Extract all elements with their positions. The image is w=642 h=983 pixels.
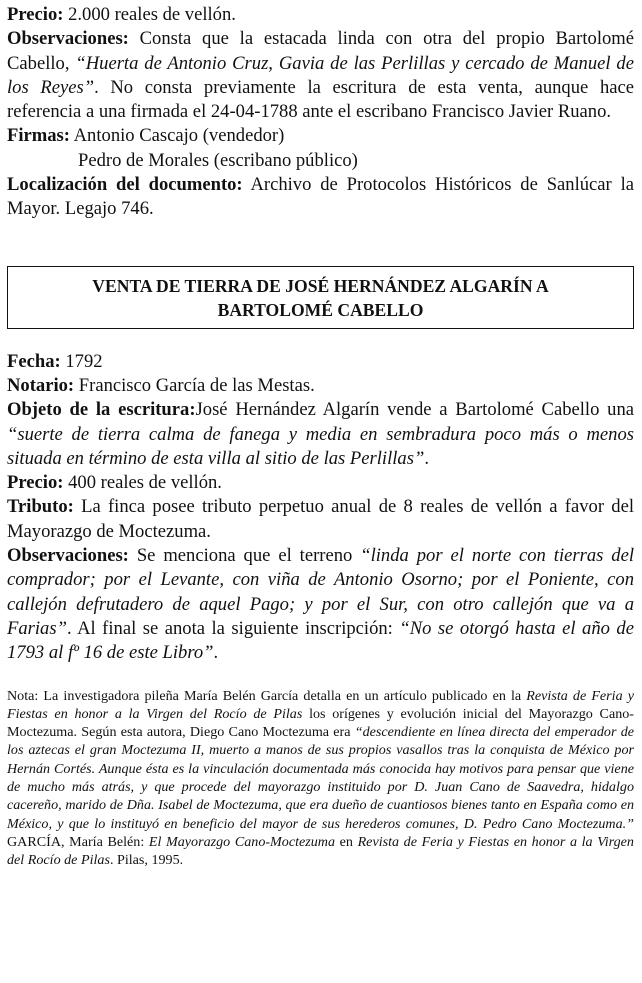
- fecha-line: [7, 350, 634, 374]
- footnote: [7, 687, 634, 870]
- note-text-3: GARCÍA, María Belén:: [7, 833, 149, 850]
- objeto-end: .: [424, 447, 429, 469]
- note-journal-2: Revista de Feria y Fiestas en honor a la Virgen del Rocío de Pilas: [7, 833, 634, 869]
- precio-value-2: 400 reales de vellón.: [68, 472, 222, 494]
- precio-value: 2.000 reales de vellón.: [68, 4, 236, 25]
- firmas-label: Firmas:: [7, 125, 70, 147]
- observaciones-quote-2b: “No se otorgó hasta el año de 1793 al fº 16 de este Libro”: [7, 617, 634, 664]
- firma-escribano: Pedro de Morales (escribano público): [78, 149, 358, 171]
- observaciones-text-2: Se menciona que el terreno: [136, 545, 361, 567]
- notario-line: [7, 374, 634, 398]
- note-text-2: los orígenes y evolución inicial del Mayorazgo Cano-Moctezuma. Según esta autora, Diego Cano Moctezuma era: [7, 705, 634, 741]
- note-journal-1: Revista de Feria y Fiestas en honor a la Virgen del Rocío de Pilas: [7, 687, 634, 722]
- tributo-paragraph: [7, 495, 634, 544]
- section-title-line-2: BARTOLOMÉ CABELLO: [217, 299, 424, 320]
- precio-label: Precio:: [7, 4, 64, 25]
- note-text-5: . Pilas, 1995.: [109, 852, 184, 869]
- precio-line: [7, 3, 634, 27]
- note-quote: “descendiente en línea directa del emperador de los aztecas el gran Moctezuma II, muerto a manos de sus propios vasallos tras la conquista de México por Hernán Cortés. Aunque ésta es la vinculación documentada más conocida hay motivos para pensar que viene de mucho más atrás, y que procede del mayorazgo instituido por D. Juan Cano de Saavedra, hidalgo cacereño, marido de Dña. Isabel de Moctezuma, que era dueño de cuantiosos bienes tanto en España como en México, y que lo instituyó en beneficio del mayor de sus herederos comunes, D. Pedro Cano Moctezuma.”: [7, 724, 635, 832]
- section-title-box: [7, 266, 634, 329]
- firma-vendedor: Antonio Cascajo (vendedor): [73, 125, 285, 147]
- fecha-label: Fecha:: [7, 350, 61, 372]
- notario-value: Francisco García de las Mestas.: [78, 374, 315, 396]
- record-2: [7, 350, 634, 666]
- observaciones-text-continued: . No consta previamente la escritura de esta venta, aunque hace referencia a una firmada el 24-04-1788 ante el escribano Francisco Javier Ruano.: [7, 76, 634, 123]
- localizacion-label: Localización del documento:: [7, 174, 243, 196]
- observaciones-quote-2a: “linda por el norte con tierras del comprador; por el Levante, con viña de Antonio Osorno; por el Poniente, con callejón defrutadero de aquel Pago; y por el Sur, con otro callejón que va a Farias”: [7, 545, 635, 639]
- objeto-label: Objeto de la escritura:: [7, 399, 196, 421]
- firmas-line: [7, 124, 634, 148]
- record-1: [7, 3, 634, 222]
- section-title-line-1: VENTA DE TIERRA DE JOSÉ HERNÁNDEZ ALGARÍN A: [92, 275, 549, 296]
- observaciones-paragraph-2: [7, 544, 634, 665]
- objeto-paragraph: [7, 398, 634, 471]
- document-page: [7, 3, 634, 884]
- observaciones-quote: “Huerta de Antonio Cruz, Gavia de las Perlillas y cercado de Manuel de los Reyes”: [7, 52, 634, 98]
- observaciones-text-2b: . Al final se anota la siguiente inscripción:: [66, 617, 400, 639]
- precio-line-2: [7, 471, 634, 495]
- observaciones-label-2: Observaciones:: [7, 545, 129, 567]
- objeto-quote: “suerte de tierra calma de fanega y media en sembradura poco más o menos situada en término de esta villa al sitio de las Perlillas”: [7, 423, 634, 469]
- tributo-value: La finca posee tributo perpetuo anual de 8 reales de vellón a favor del Mayorazgo de Moctezuma.: [7, 496, 635, 542]
- localizacion-paragraph: [7, 173, 634, 222]
- observaciones-end-2: .: [213, 642, 219, 664]
- notario-label: Notario:: [7, 374, 75, 396]
- note-text-1: Nota: La investigadora pileña María Belén García detalla en un artículo publicado en la: [7, 687, 527, 704]
- observaciones-paragraph: [7, 27, 634, 124]
- note-text-4: en: [335, 833, 358, 850]
- note-article-title: El Mayorazgo Cano-Moctezuma: [148, 833, 336, 850]
- precio-label-2: Precio:: [7, 472, 64, 494]
- tributo-label: Tributo:: [7, 496, 74, 518]
- observaciones-text: Consta que la estacada linda con otra del propio Bartolomé Cabello,: [7, 28, 634, 74]
- observaciones-label: Observaciones:: [7, 28, 129, 50]
- localizacion-value: Archivo de Protocolos Históricos de Sanlúcar la Mayor. Legajo 746.: [7, 174, 635, 220]
- fecha-value: 1792: [65, 350, 103, 372]
- objeto-text: José Hernández Algarín vende a Bartolomé Cabello una: [195, 399, 635, 421]
